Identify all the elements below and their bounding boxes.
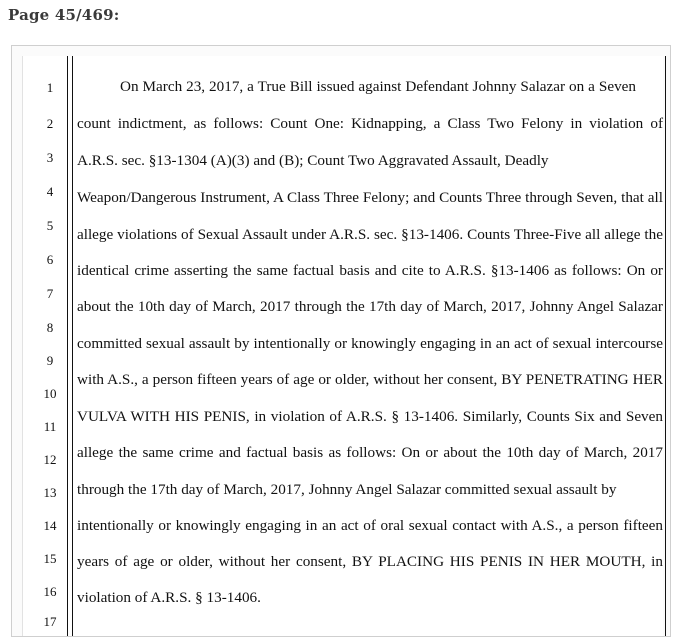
margin-rule-right — [665, 56, 666, 636]
text-line: through the 17th day of March, 2017, Johnny Angel Salazar committed sexual assault by — [77, 481, 617, 498]
text-line: A.R.S. sec. §13-1304 (A)(3) and (B); Count Two Aggravated Assault, Deadly — [77, 152, 549, 169]
line-number: 1 — [46, 80, 54, 95]
text-line: Weapon/Dangerous Instrument, A Class Three Felony; and Counts Three through Seven, that all — [77, 189, 663, 206]
line-number: 11 — [43, 419, 57, 434]
text-line: VULVA WITH HIS PENIS, in violation of A.R.S. § 13-1406. Similarly, Counts Six and Seven — [77, 408, 663, 425]
line-number: 13 — [43, 485, 57, 500]
line-number: 7 — [46, 286, 54, 301]
line-number: 16 — [43, 584, 57, 599]
margin-rule-left-outer — [67, 56, 68, 636]
text-line: years of age or older, without her consent, BY PLACING HIS PENIS IN HER MOUTH, in — [77, 553, 663, 570]
line-number: 9 — [46, 353, 54, 368]
line-number: 10 — [43, 386, 57, 401]
line-number: 17 — [43, 614, 57, 629]
line-number: 3 — [46, 150, 54, 165]
text-line: count indictment, as follows: Count One: Kidnapping, a Class Two Felony in violation of — [77, 115, 663, 132]
text-line: intentionally or knowingly engaging in an act of oral sexual contact with A.S., a person fifteen — [77, 517, 663, 534]
text-line: about the 10th day of March, 2017 through the 17th day of March, 2017, Johnny Angel Salazar — [77, 298, 663, 315]
text-line: violation of A.R.S. § 13-1406. — [77, 589, 261, 606]
line-number: 2 — [46, 116, 54, 131]
line-number: 8 — [46, 320, 54, 335]
text-line: On March 23, 2017, a True Bill issued against Defendant Johnny Salazar on a Seven — [120, 78, 636, 95]
page-indicator: Page 45/469: — [8, 6, 120, 24]
text-line: committed sexual assault by intentionally or knowingly engaging in an act of sexual intercourse — [77, 335, 663, 352]
text-line: allege violations of Sexual Assault under A.R.S. sec. §13-1406. Counts Three-Five all allege the — [77, 226, 663, 243]
line-number: 14 — [43, 518, 57, 533]
line-number: 5 — [46, 218, 54, 233]
text-line: with A.S., a person fifteen years of age or older, without her consent, BY PENETRATING HER — [77, 371, 663, 388]
text-line: allege the same crime and factual basis as follows: On or about the 10th day of March, 2017 — [77, 444, 663, 461]
line-number: 15 — [43, 551, 57, 566]
margin-rule-left-inner — [72, 56, 73, 636]
text-line: identical crime asserting the same factual basis and cite to A.R.S. §13-1406 as follows: On or — [77, 262, 663, 279]
line-number: 4 — [46, 184, 54, 199]
line-number: 12 — [43, 452, 57, 467]
line-number: 6 — [46, 252, 54, 267]
